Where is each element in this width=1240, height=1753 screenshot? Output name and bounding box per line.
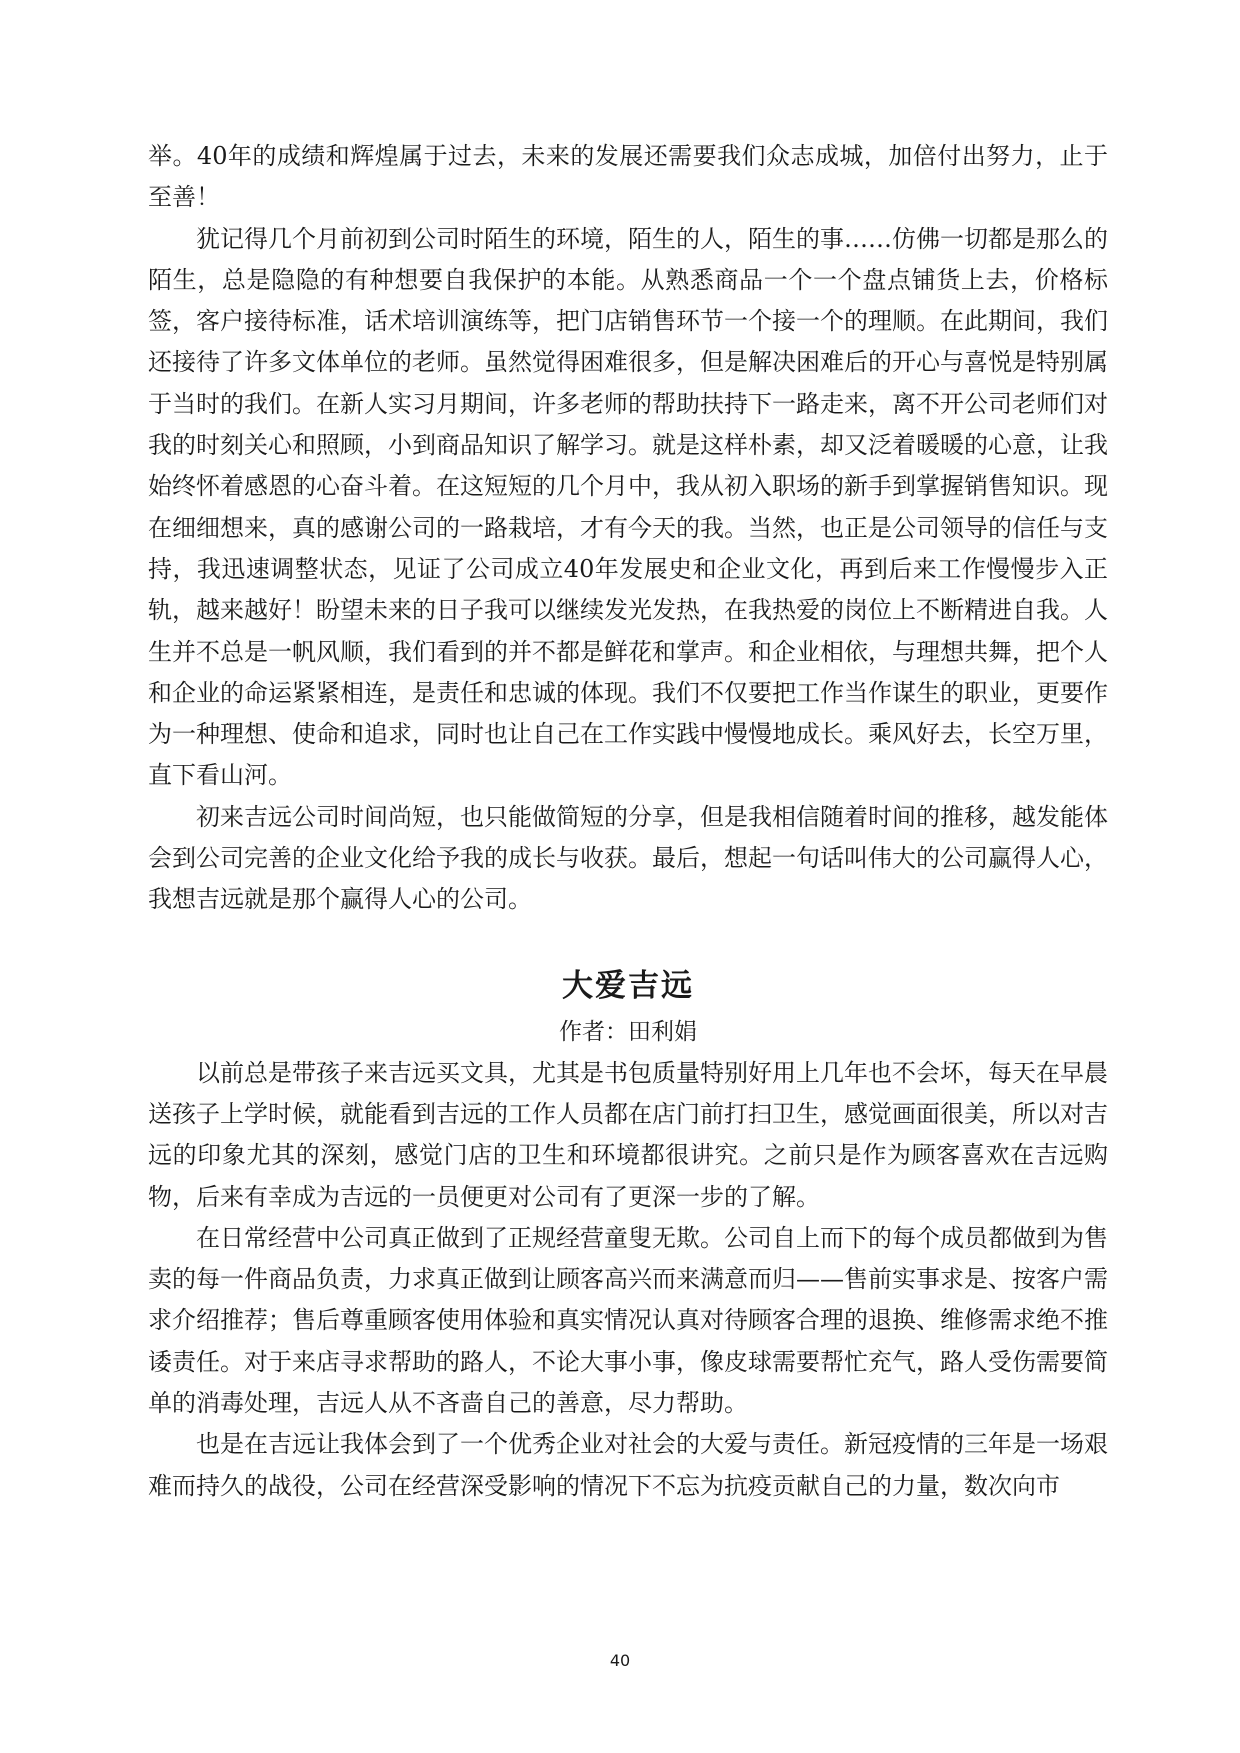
article-title: 大爱吉远 [562, 967, 694, 1004]
paragraph: 也是在吉远让我体会到了一个优秀企业对社会的大爱与责任。新冠疫情的三年是一场艰难而持久的战役，公司在经营深受影响的情况下不忘为抗疫贡献自己的力量，数次向市 [148, 1430, 1108, 1500]
paragraph: 以前总是带孩子来吉远买文具，尤其是书包质量特别好用上几年也不会坏，每天在早晨送孩子上学时候，就能看到吉远的工作人员都在店门前打扫卫生，感觉画面很美，所以对吉远的印象尤其的深刻，感觉门店的卫生和环境都很讲究。之前只是作为顾客喜欢在吉远购物，后来有幸成为吉远的一员便更对公司有了更深一步的了解。 [148, 1058, 1108, 1211]
paragraph: 在日常经营中公司真正做到了正规经营童叟无欺。公司自上而下的每个成员都做到为售卖的每一件商品负责，力求真正做到让顾客高兴而来满意而归——售前实事求是、按客户需求介绍推荐；售后尊重顾客使用体验和真实情况认真对待顾客合理的退换、维修需求绝不推诿责任。对于来店寻求帮助的路人，不论大事小事，像皮球需要帮忙充气，路人受伤需要简单的消毒处理，吉远人从不吝啬自己的善意，尽力帮助。 [148, 1223, 1108, 1418]
page-body [148, 136, 1108, 1507]
paragraph-continued: 举。40年的成绩和辉煌属于过去，未来的发展还需要我们众志成城，加倍付出努力，止于至善！ [148, 142, 1108, 212]
article-author: 作者：田利娟 [559, 1018, 697, 1045]
paragraph: 初来吉远公司时间尚短，也只能做简短的分享，但是我相信随着时间的推移，越发能体会到公司完善的企业文化给予我的成长与收获。最后，想起一句话叫伟大的公司赢得人心，我想吉远就是那个赢得人心的公司。 [148, 802, 1108, 914]
paragraph: 犹记得几个月前初到公司时陌生的环境，陌生的人，陌生的事……仿佛一切都是那么的陌生，总是隐隐的有种想要自我保护的本能。从熟悉商品一个一个盘点铺货上去，价格标签，客户接待标准，话术培训演练等，把门店销售环节一个接一个的理顺。在此期间，我们还接待了许多文体单位的老师。虽然觉得困难很多，但是解决困难后的开心与喜悦是特别属于当时的我们。在新人实习月期间，许多老师的帮助扶持下一路走来，离不开公司老师们对我的时刻关心和照顾，小到商品知识了解学习。就是这样朴素，却又泛着暖暖的心意，让我始终怀着感恩的心奋斗着。在这短短的几个月中，我从初入职场的新手到掌握销售知识。现在细细想来，真的感谢公司的一路栽培，才有今天的我。当然，也正是公司领导的信任与支持，我迅速调整状态，见证了公司成立40年发展史和企业文化，再到后来工作慢慢步入正轨，越来越好！盼望未来的日子我可以继续发光发热，在我热爱的岗位上不断精进自我。人生并不总是一帆风顺，我们看到的并不都是鲜花和掌声。和企业相依，与理想共舞，把个人和企业的命运紧紧相连，是责任和忠诚的体现。我们不仅要把工作当作谋生的职业，更要作为一种理想、使命和追求，同时也让自己在工作实践中慢慢地成长。乘风好去，长空万里，直下看山河。 [148, 224, 1108, 790]
page-number: 40 [609, 1651, 631, 1670]
